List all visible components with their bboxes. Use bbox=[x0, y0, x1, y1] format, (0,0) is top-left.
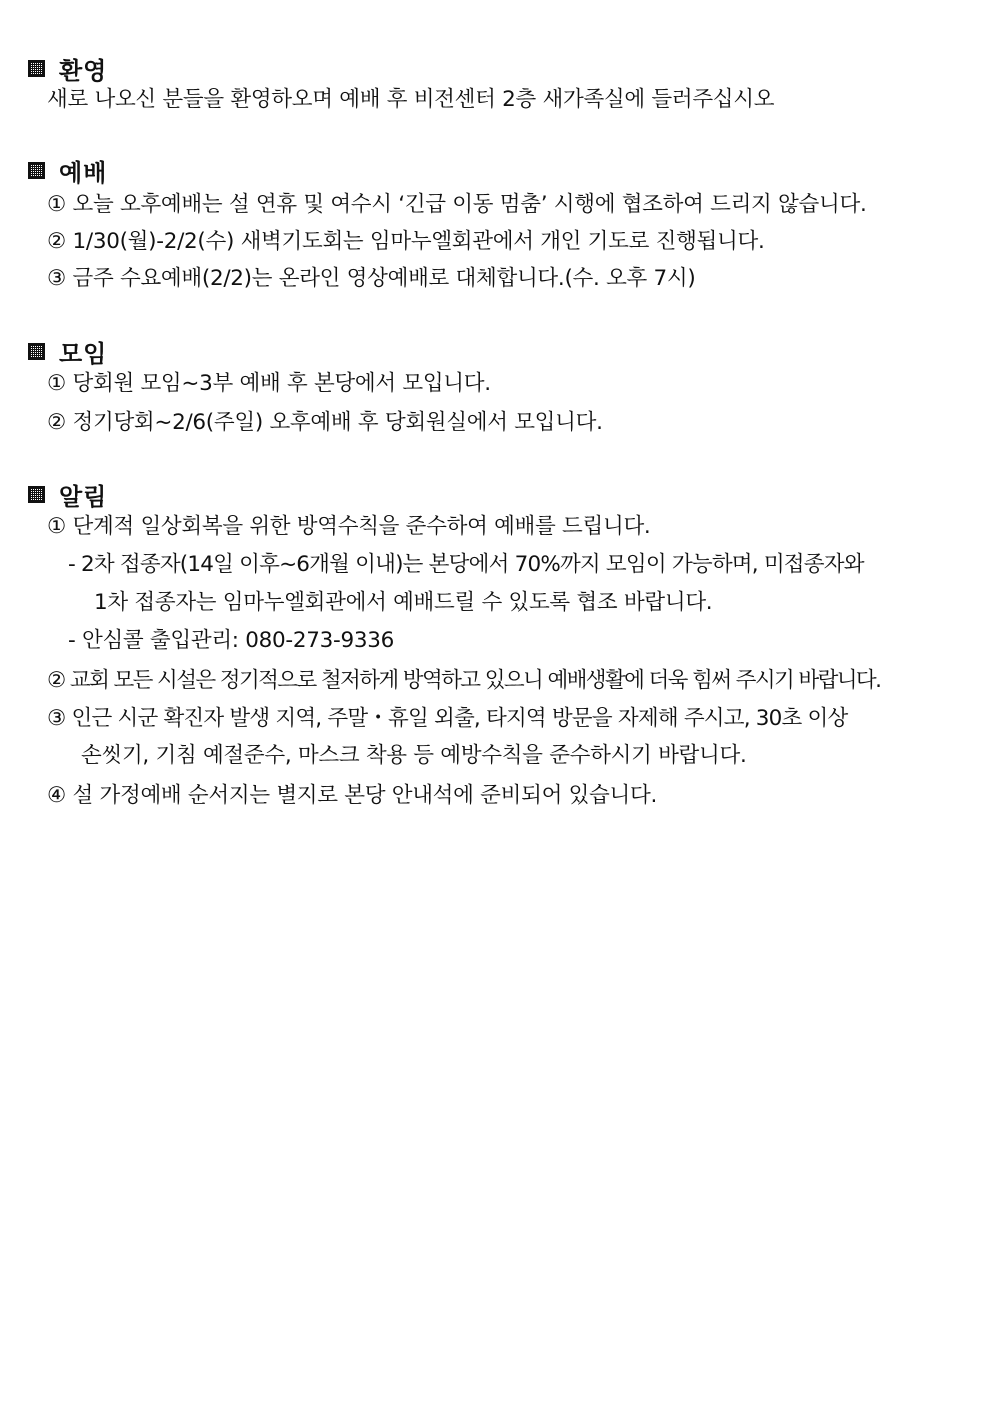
notice-line-4: ④ 설 가정예배 순서지는 별지로 본당 안내석에 준비되어 있습니다. bbox=[47, 783, 657, 808]
worship-line-1: ① 오늘 오후예배는 설 연휴 및 여수시 ‘긴급 이동 멈춤’ 시행에 협조하여 드리지 않습니다. bbox=[47, 192, 867, 217]
square-pattern-icon bbox=[28, 486, 45, 503]
worship-line-2: ② 1/30(월)-2/2(수) 새벽기도회는 임마누엘회관에서 개인 기도로 진행됩니다. bbox=[47, 229, 765, 254]
section-title-notice: 알림 bbox=[59, 482, 108, 511]
square-pattern-icon bbox=[28, 162, 45, 179]
notice-line-1: ① 단계적 일상회복을 위한 방역수칙을 준수하여 예배를 드립니다. bbox=[47, 514, 651, 539]
square-pattern-icon bbox=[28, 343, 45, 360]
notice-line-1-sub-2: - 안심콜 출입관리: 080-273-9336 bbox=[68, 628, 394, 653]
notice-line-3-cont: 손씻기, 기침 예절준수, 마스크 착용 등 예방수칙을 준수하시기 바랍니다. bbox=[81, 743, 747, 768]
section-title-meeting: 모임 bbox=[59, 339, 108, 368]
worship-line-3: ③ 금주 수요예배(2/2)는 온라인 영상예배로 대체합니다.(수. 오후 7시) bbox=[47, 266, 696, 291]
notice-line-1-sub-1-cont: 1차 접종자는 임마누엘회관에서 예배드릴 수 있도록 협조 바랍니다. bbox=[94, 590, 713, 615]
section-header-meeting bbox=[28, 335, 107, 367]
meeting-line-1: ① 당회원 모임~3부 예배 후 본당에서 모입니다. bbox=[47, 371, 491, 396]
section-header-worship bbox=[28, 154, 107, 186]
section-header-notice bbox=[28, 478, 107, 510]
notice-line-1-sub-1: - 2차 접종자(14일 이후~6개월 이내)는 본당에서 70%까지 모임이 가능하며, 미접종자와 bbox=[68, 552, 864, 577]
welcome-line: 새로 나오신 분들을 환영하오며 예배 후 비전센터 2층 새가족실에 들러주십시오 bbox=[47, 87, 775, 112]
section-header-welcome bbox=[28, 52, 107, 84]
notice-line-2: ② 교회 모든 시설은 정기적으로 철저하게 방역하고 있으니 예배생활에 더욱 힘써 주시기 바랍니다. bbox=[47, 668, 881, 693]
notice-line-3: ③ 인근 시군 확진자 발생 지역, 주말・휴일 외출, 타지역 방문을 자제해 주시고, 30초 이상 bbox=[47, 706, 848, 731]
section-title-worship: 예배 bbox=[59, 158, 108, 187]
square-pattern-icon bbox=[28, 60, 45, 77]
meeting-line-2: ② 정기당회~2/6(주일) 오후예배 후 당회원실에서 모입니다. bbox=[47, 410, 603, 435]
section-title-welcome: 환영 bbox=[59, 56, 108, 85]
